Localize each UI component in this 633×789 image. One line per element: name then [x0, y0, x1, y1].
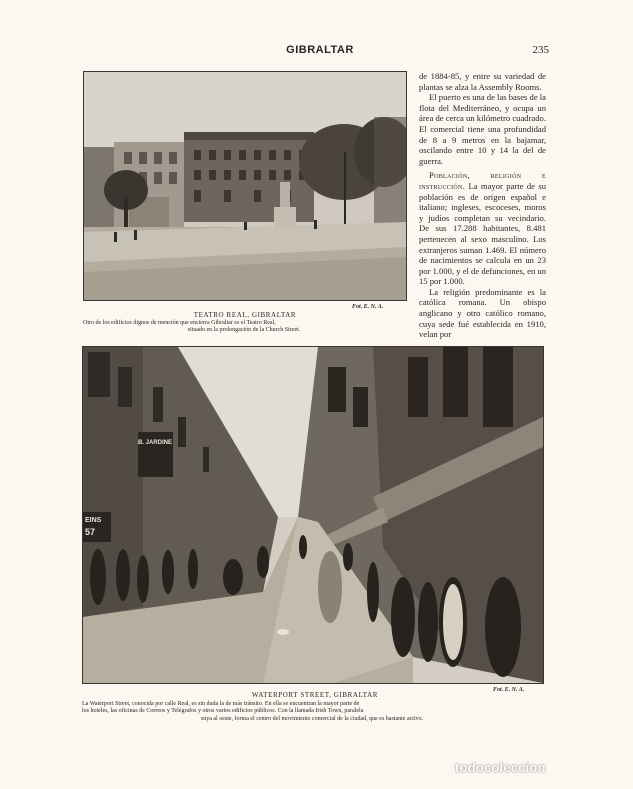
teatro-caption-text	[83, 320, 405, 335]
waterport-street-photo	[82, 346, 544, 684]
paragraph: La religión predominante es la católica romana. Un obispo anglicano y otro católico romano, cuya sede fué establecida en 1910, velan por	[419, 286, 546, 340]
paragraph-text: La mayor parte de su población es de origen español e italiano; ingleses, escoceses, moros y judíos completan su vecindario. De sus 17.288 habitantes, 8.481 pertenecen al sexo masculino. Los extranjeros suman 1.469. El número de nacimientos se calcula en un 23 por 1.000, y el de defunciones, en un 15 por 1.000.	[419, 180, 546, 287]
caption-line: Otro de los edificios dignos de mención que encierra Gibraltar es el Teatro Real,	[83, 320, 276, 326]
page-number: 235	[532, 44, 549, 56]
teatro-photo-credit: Fot. E. N. A.	[352, 304, 384, 310]
paragraph: de 1884-85, y entre su variedad de plantas se alza la Assembly Rooms.	[419, 71, 546, 92]
watermark: todocoleccion	[455, 760, 546, 775]
waterport-photo-credit: Fot. E. N. A.	[493, 687, 525, 693]
caption-line: los hoteles, las oficinas de Correos y Telégrafos y otros varios edificios públicos. Con la llamada Irish Town, paralela	[82, 708, 364, 715]
waterport-caption-title: WATERPORT STREET, GIBRALTAR	[251, 691, 379, 699]
shop-sign-jardine: B. JARDINE	[137, 440, 173, 446]
running-title: GIBRALTAR	[286, 44, 354, 56]
teatro-real-photo	[83, 71, 407, 301]
shop-sign-eins: EINS	[85, 517, 102, 524]
shop-sign-57: 57	[85, 527, 96, 537]
caption-line: situado en la prolongación de la Church Street.	[187, 327, 301, 334]
caption-line: La Waterport Street, conocida por calle Real, es sin duda la de más tránsito. En ella se encuentran la mayor parte de	[82, 701, 360, 707]
body-text-column	[419, 71, 546, 340]
waterport-caption-text	[82, 701, 542, 723]
caption-line: suya al oeste, forma el centro del movimiento comercial de la ciudad, que es bastante activo.	[200, 715, 424, 722]
paragraph: El puerto es una de las bases de la flota del Mediterráneo, y ocupa un área de cerca un kilómetro cuadrado. El comercial tiene una profundidad de 8 a 9 metros en la bajamar, oscilando entre 10 y 14 la del de guerra.	[419, 92, 546, 166]
paragraph-with-heading	[419, 170, 546, 287]
section-heading: Población, religión e instrucción.	[419, 170, 546, 191]
teatro-caption-title: TEATRO REAL, GIBRALTAR	[193, 311, 297, 319]
